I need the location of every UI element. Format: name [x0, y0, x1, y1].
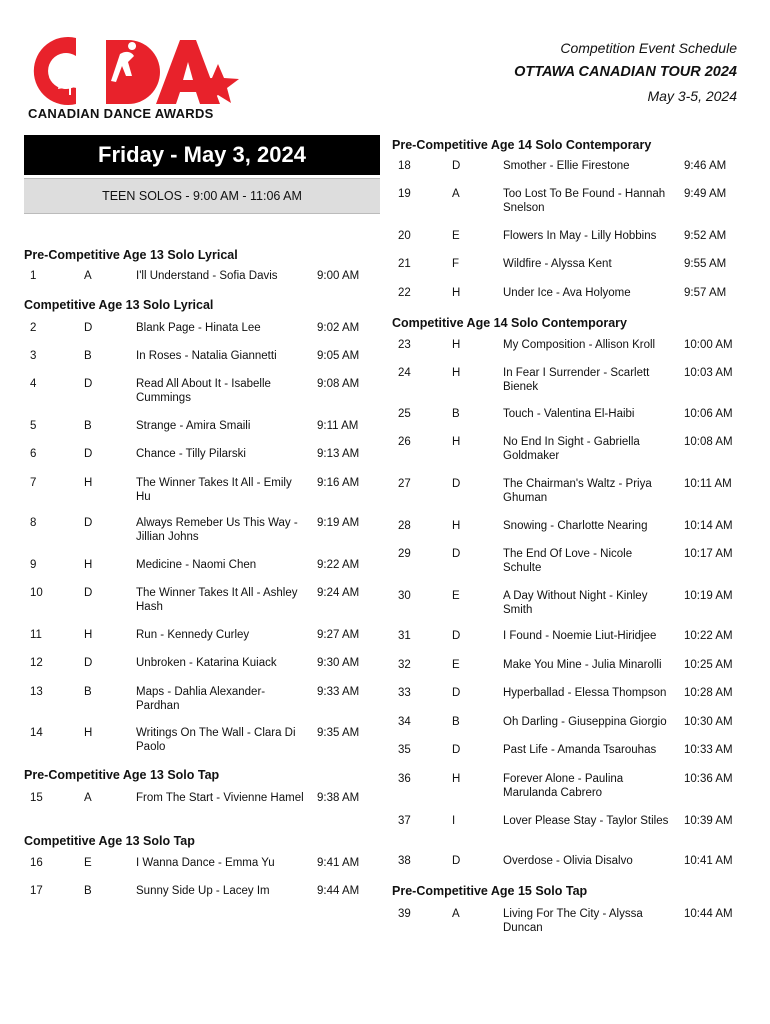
- entry-letter: F: [452, 258, 460, 270]
- entry-number: 20: [398, 230, 411, 242]
- entry-time: 9:22 AM: [317, 559, 360, 571]
- entry-time: 9:55 AM: [684, 258, 727, 270]
- entry-title: No End In Sight - Gabriella Goldmaker: [503, 436, 640, 462]
- entry-title: Writings On The Wall - Clara Di Paolo: [136, 727, 296, 753]
- entry-title: Smother - Ellie Firestone: [503, 160, 630, 172]
- header-line-1: Competition Event Schedule: [560, 40, 737, 56]
- entry-time: 10:00 AM: [684, 339, 733, 351]
- entry-time: 10:39 AM: [684, 815, 733, 827]
- entry-title: Past Life - Amanda Tsarouhas: [503, 744, 657, 756]
- entry-letter: H: [452, 287, 461, 299]
- entry-letter: H: [452, 520, 461, 532]
- entry-number: 1: [30, 270, 37, 282]
- entry-time: 9:49 AM: [684, 188, 727, 200]
- entry-time: 10:22 AM: [684, 630, 733, 642]
- entry-time: 9:24 AM: [317, 587, 360, 599]
- entry-time: 9:08 AM: [317, 378, 360, 390]
- entry-letter: H: [84, 477, 93, 489]
- entry-number: 7: [30, 477, 37, 489]
- section-title: Pre-Competitive Age 13 Solo Tap: [24, 768, 220, 782]
- entry-time: 10:03 AM: [684, 367, 733, 379]
- entry-number: 22: [398, 287, 411, 299]
- entry-number: 35: [398, 744, 411, 756]
- entry-number: 38: [398, 855, 411, 867]
- entry-time: 10:30 AM: [684, 716, 733, 728]
- header-line-2: OTTAWA CANADIAN TOUR 2024: [514, 64, 737, 80]
- entry-letter: B: [452, 408, 460, 420]
- entry-letter: D: [452, 548, 461, 560]
- entry-letter: D: [84, 378, 93, 390]
- entry-letter: A: [84, 270, 92, 282]
- entry-time: 9:19 AM: [317, 517, 360, 529]
- entry-time: 10:14 AM: [684, 520, 733, 532]
- entry-letter: B: [84, 350, 92, 362]
- block-title: TEEN SOLOS - 9:00 AM - 11:06 AM: [24, 178, 380, 214]
- entry-time: 9:38 AM: [317, 792, 360, 804]
- entry-letter: A: [84, 792, 92, 804]
- entry-letter: H: [452, 339, 461, 351]
- entry-number: 17: [30, 885, 43, 897]
- entry-number: 24: [398, 367, 411, 379]
- entry-time: 10:25 AM: [684, 659, 733, 671]
- entry-title: Living For The City - Alyssa Duncan: [503, 908, 643, 934]
- entry-title: In Roses - Natalia Giannetti: [136, 350, 277, 362]
- entry-time: 9:35 AM: [317, 727, 360, 739]
- entry-title: In Fear I Surrender - Scarlett Bienek: [503, 367, 650, 393]
- entry-number: 27: [398, 478, 411, 490]
- entry-title: Too Lost To Be Found - Hannah Snelson: [503, 188, 666, 214]
- entry-time: 9:46 AM: [684, 160, 727, 172]
- entry-time: 10:08 AM: [684, 436, 733, 448]
- entry-number: 19: [398, 188, 411, 200]
- entry-number: 25: [398, 408, 411, 420]
- entry-letter: D: [452, 160, 461, 172]
- entry-letter: E: [84, 857, 92, 869]
- entry-number: 13: [30, 686, 43, 698]
- entry-letter: D: [452, 687, 461, 699]
- entry-title: Snowing - Charlotte Nearing: [503, 520, 648, 532]
- entry-title: Blank Page - Hinata Lee: [136, 322, 261, 334]
- entry-number: 29: [398, 548, 411, 560]
- entry-number: 34: [398, 716, 411, 728]
- entry-title: Medicine - Naomi Chen: [136, 559, 257, 571]
- entry-letter: B: [84, 686, 92, 698]
- section-title: Competitive Age 13 Solo Lyrical: [24, 298, 214, 312]
- entry-letter: H: [452, 367, 461, 379]
- section-title: Competitive Age 13 Solo Tap: [24, 834, 195, 848]
- entry-number: 15: [30, 792, 43, 804]
- entry-number: 16: [30, 857, 43, 869]
- entry-letter: D: [84, 657, 93, 669]
- entry-title: Flowers In May - Lilly Hobbins: [503, 230, 657, 242]
- entry-letter: H: [84, 559, 93, 571]
- entry-number: 12: [30, 657, 43, 669]
- entry-time: 9:05 AM: [317, 350, 360, 362]
- entry-letter: H: [452, 436, 461, 448]
- entry-title: Hyperballad - Elessa Thompson: [503, 687, 667, 699]
- entry-time: 9:52 AM: [684, 230, 727, 242]
- entry-title: From The Start - Vivienne Hamel: [136, 792, 304, 804]
- entry-letter: H: [84, 629, 93, 641]
- entry-number: 32: [398, 659, 411, 671]
- entry-time: 9:44 AM: [317, 885, 360, 897]
- entry-letter: D: [452, 630, 461, 642]
- entry-time: 10:19 AM: [684, 590, 733, 602]
- entry-letter: A: [452, 908, 460, 920]
- section-title: Pre-Competitive Age 14 Solo Contemporary: [392, 138, 652, 152]
- entry-number: 9: [30, 559, 37, 571]
- entry-number: 14: [30, 727, 43, 739]
- entry-title: Chance - Tilly Pilarski: [136, 448, 246, 460]
- entry-time: 9:30 AM: [317, 657, 360, 669]
- entry-title: The Winner Takes It All - Ashley Hash: [136, 587, 298, 613]
- entry-time: 9:11 AM: [317, 420, 359, 432]
- entry-number: 39: [398, 908, 411, 920]
- entry-time: 10:41 AM: [684, 855, 733, 867]
- entry-title: I Wanna Dance - Emma Yu: [136, 857, 275, 869]
- entry-time: 9:27 AM: [317, 629, 360, 641]
- entry-number: 30: [398, 590, 411, 602]
- entry-time: 9:02 AM: [317, 322, 360, 334]
- entry-title: Run - Kennedy Curley: [136, 629, 250, 641]
- entry-time: 9:00 AM: [317, 270, 360, 282]
- entry-title: The End Of Love - Nicole Schulte: [503, 548, 633, 574]
- entry-title: Touch - Valentina El-Haibi: [503, 408, 635, 420]
- entry-number: 5: [30, 420, 37, 432]
- entry-title: My Composition - Allison Kroll: [503, 339, 656, 351]
- entry-number: 37: [398, 815, 411, 827]
- entry-title: Overdose - Olivia Disalvo: [503, 855, 633, 867]
- entry-title: Lover Please Stay - Taylor Stiles: [503, 815, 669, 827]
- entry-letter: H: [452, 773, 461, 785]
- entry-number: 31: [398, 630, 411, 642]
- entry-letter: D: [84, 322, 93, 334]
- entry-letter: D: [84, 517, 93, 529]
- entry-letter: E: [452, 590, 460, 602]
- header-line-3: May 3-5, 2024: [647, 88, 737, 104]
- logo-wordmark: CANADIAN DANCE AWARDS: [28, 106, 214, 121]
- entry-title: Under Ice - Ava Holyome: [503, 287, 631, 299]
- section-title: Competitive Age 14 Solo Contemporary: [392, 316, 627, 330]
- entry-title: Forever Alone - Paulina Marulanda Cabrero: [503, 773, 624, 799]
- entry-number: 28: [398, 520, 411, 532]
- entry-letter: D: [452, 744, 461, 756]
- entry-letter: E: [452, 230, 460, 242]
- entry-title: The Chairman's Waltz - Priya Ghuman: [503, 478, 652, 504]
- entry-title: Wildfire - Alyssa Kent: [503, 258, 612, 270]
- entry-title: Strange - Amira Smaili: [136, 420, 251, 432]
- entry-number: 26: [398, 436, 411, 448]
- cda-logo: [28, 36, 248, 122]
- day-title: Friday - May 3, 2024: [24, 135, 380, 175]
- entry-number: 10: [30, 587, 43, 599]
- entry-number: 33: [398, 687, 411, 699]
- entry-time: 9:33 AM: [317, 686, 360, 698]
- entry-letter: D: [84, 448, 93, 460]
- entry-time: 10:36 AM: [684, 773, 733, 785]
- entry-time: 10:44 AM: [684, 908, 733, 920]
- entry-time: 10:33 AM: [684, 744, 733, 756]
- entry-letter: E: [452, 659, 460, 671]
- entry-number: 36: [398, 773, 411, 785]
- entry-title: The Winner Takes It All - Emily Hu: [136, 477, 292, 503]
- entry-letter: A: [452, 188, 460, 200]
- entry-letter: B: [452, 716, 460, 728]
- entry-letter: H: [84, 727, 93, 739]
- entry-number: 18: [398, 160, 411, 172]
- entry-time: 10:11 AM: [684, 478, 732, 490]
- entry-time: 9:41 AM: [317, 857, 360, 869]
- entry-title: A Day Without Night - Kinley Smith: [503, 590, 648, 616]
- entry-number: 8: [30, 517, 37, 529]
- entry-title: I Found - Noemie Liut-Hiridjee: [503, 630, 657, 642]
- entry-number: 21: [398, 258, 411, 270]
- entry-number: 2: [30, 322, 37, 334]
- entry-title: Read All About It - Isabelle Cummings: [136, 378, 271, 404]
- entry-letter: B: [84, 420, 92, 432]
- entry-letter: D: [452, 478, 461, 490]
- entry-title: Oh Darling - Giuseppina Giorgio: [503, 716, 667, 728]
- entry-number: 11: [30, 629, 42, 641]
- entry-time: 10:28 AM: [684, 687, 733, 699]
- entry-number: 3: [30, 350, 37, 362]
- entry-title: Maps - Dahlia Alexander-Pardhan: [136, 686, 266, 712]
- section-title: Pre-Competitive Age 15 Solo Tap: [392, 884, 588, 898]
- entry-time: 9:16 AM: [317, 477, 360, 489]
- section-title: Pre-Competitive Age 13 Solo Lyrical: [24, 248, 238, 262]
- entry-time: 10:17 AM: [684, 548, 733, 560]
- entry-letter: I: [452, 815, 456, 827]
- entry-title: Unbroken - Katarina Kuiack: [136, 657, 277, 669]
- entry-number: 4: [30, 378, 37, 390]
- entry-number: 6: [30, 448, 37, 460]
- entry-number: 23: [398, 339, 411, 351]
- entry-time: 9:57 AM: [684, 287, 727, 299]
- entry-title: I'll Understand - Sofia Davis: [136, 270, 278, 282]
- entry-title: Always Remeber Us This Way - Jillian Johns: [136, 517, 298, 543]
- entry-letter: D: [84, 587, 93, 599]
- entry-title: Sunny Side Up - Lacey Im: [136, 885, 270, 897]
- entry-letter: D: [452, 855, 461, 867]
- entry-time: 10:06 AM: [684, 408, 733, 420]
- entry-title: Make You Mine - Julia Minarolli: [503, 659, 662, 671]
- entry-letter: B: [84, 885, 92, 897]
- entry-time: 9:13 AM: [317, 448, 360, 460]
